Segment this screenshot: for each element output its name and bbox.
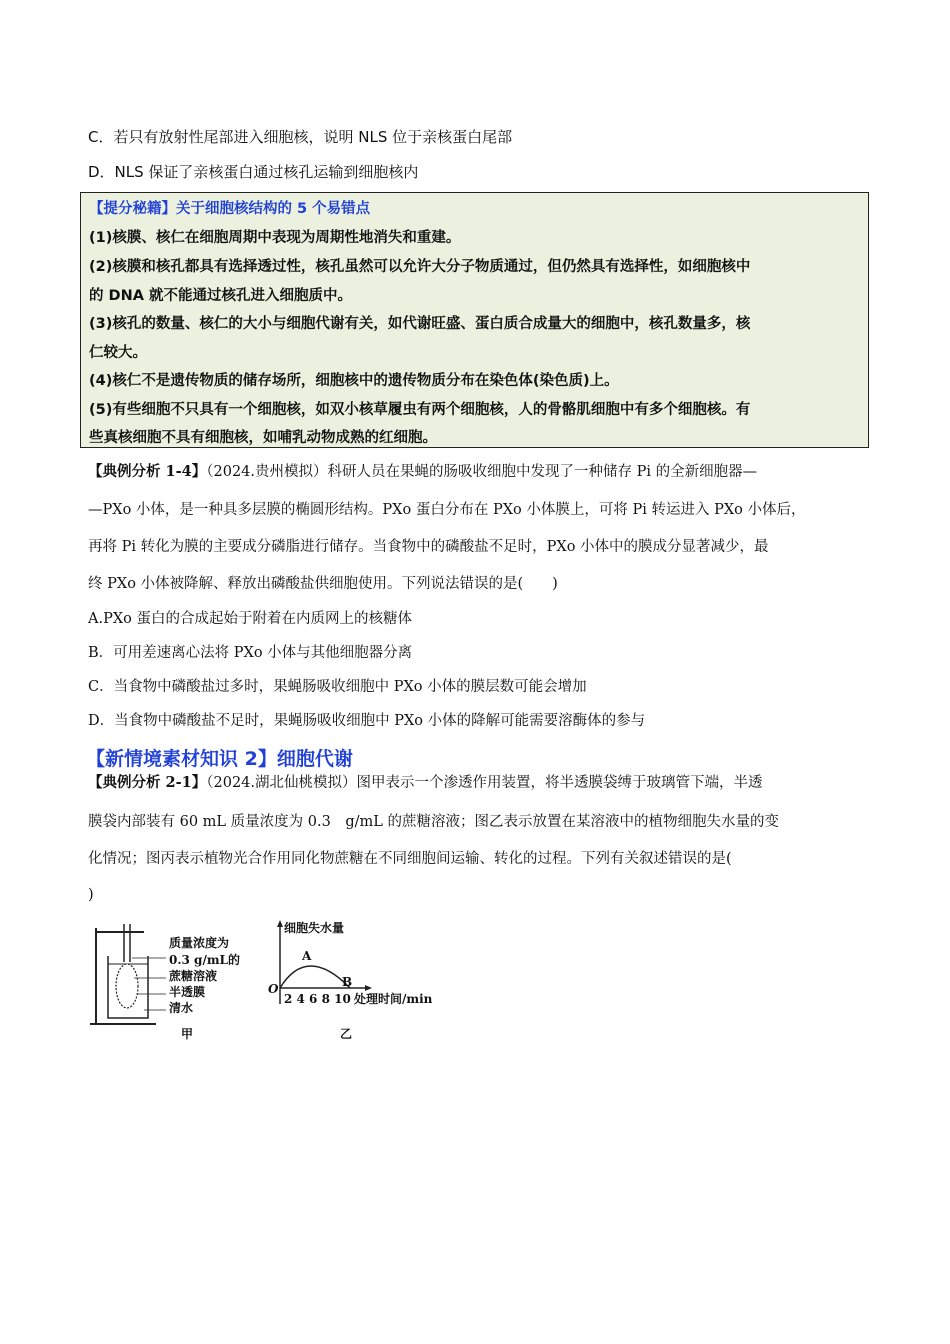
example-1-4-first-line (88, 462, 757, 482)
option-c: C．当食物中磷酸盐过多时，果蝇肠吸收细胞中 PXo 小体的膜层数可能会增加 (88, 679, 587, 695)
example-tag: 【典例分析 2-1】 (88, 774, 207, 791)
option-a: A.PXo 蛋白的合成起始于附着在内质网上的核糖体 (88, 611, 412, 627)
yi-x-axis-label: 处理时间/min (354, 992, 433, 1006)
tip-line: (1)核膜、核仁在细胞周期中表现为周期性地消失和重建。 (89, 230, 461, 246)
tip-line: (3)核孔的数量、核仁的大小与细胞代谢有关，如代谢旺盛、蛋白质合成量大的细胞中，核孔数量多，核 (89, 316, 751, 332)
example-2-1-first-line (88, 773, 763, 793)
example-line: 再将 Pi 转化为膜的主要成分磷脂进行储存。当食物中的磷酸盐不足时，PXo 小体中的膜成分显著减少，最 (88, 539, 769, 555)
example-line: —PXo 小体，是一种具多层膜的椭圆形结构。PXo 蛋白分布在 PXo 小体膜上，可将 Pi 转运进入 PXo 小体后， (88, 502, 806, 518)
tip-heading (89, 199, 370, 219)
example-line: 膜袋内部装有 60 mL 质量浓度为 0.3 g/mL 的蔗糖溶液；图乙表示放置在某溶液中的植物细胞失水量的变 (88, 814, 779, 830)
yi-ticks: 2 4 6 8 10 (284, 992, 351, 1006)
tip-line: 些真核细胞不具有细胞核，如哺乳动物成熟的红细胞。 (89, 430, 437, 446)
example-line: ) (88, 887, 94, 903)
yi-caption: 乙 (340, 1027, 353, 1041)
jia-caption: 甲 (181, 1027, 194, 1041)
option-d: D．当食物中磷酸盐不足时，果蝇肠吸收细胞中 PXo 小体的降解可能需要溶酶体的参与 (88, 713, 646, 729)
tip-line: (2)核膜和核孔都具有选择透过性，核孔虽然可以允许大分子物质通过，但仍然具有选择性，如细胞核中 (89, 259, 751, 275)
jia-label-water: 清水 (169, 1001, 194, 1015)
tip-line: (5)有些细胞不只具有一个细胞核，如双小核草履虫有两个细胞核，人的骨骼肌细胞中有多个细胞核。有 (89, 402, 751, 418)
yi-y-axis-label: 细胞失水量 (284, 921, 345, 935)
jia-label-sucrose: 蔗糖溶液 (169, 969, 218, 983)
tip-box (80, 192, 869, 448)
tip-line: 仁较大。 (89, 345, 147, 361)
jia-label-concentration: 质量浓度为 (169, 936, 230, 950)
tip-line: 的 DNA 就不能通过核孔进入细胞质中。 (89, 288, 352, 304)
figure-jia-osmosis-apparatus (86, 918, 256, 1046)
jia-label-value: 0.3 g/mL的 (169, 953, 240, 967)
tip-line: (4)核仁不是遗传物质的储存场所，细胞核中的遗传物质分布在染色体(染色质)上。 (89, 373, 619, 389)
tip-bracket: 【提分秘籍】 (89, 201, 176, 217)
option-c-top: C．若只有放射性尾部进入细胞核，说明 NLS 位于亲核蛋白尾部 (88, 128, 513, 146)
option-b: B．可用差速离心法将 PXo 小体与其他细胞器分离 (88, 645, 413, 661)
example-tag: 【典例分析 1-4】 (88, 463, 207, 480)
yi-origin: O (268, 982, 279, 996)
example-text: （2024.贵州模拟）科研人员在果蝇的肠吸收细胞中发现了一种储存 Pi 的全新细胞器— (206, 464, 758, 480)
yi-point-a: A (302, 949, 312, 963)
section-title: 【新情境素材知识 2】细胞代谢 (86, 748, 353, 770)
example-line: 终 PXo 小体被降解、释放出磷酸盐供细胞使用。下列说法错误的是( ) (88, 576, 558, 592)
option-d-top: D．NLS 保证了亲核蛋白通过核孔运输到细胞核内 (88, 163, 419, 181)
yi-point-b: B (342, 975, 353, 989)
figure-yi-water-loss-graph (262, 916, 452, 1048)
example-text: （2024.湖北仙桃模拟）图甲表示一个渗透作用装置，将半透膜袋缚于玻璃管下端，半透 (206, 775, 763, 791)
jia-label-membrane: 半透膜 (169, 985, 206, 999)
example-line: 化情况；图丙表示植物光合作用同化物蔗糖在不同细胞间运输、转化的过程。下列有关叙述错误的是( (88, 851, 732, 867)
tip-title: 关于细胞核结构的 5 个易错点 (176, 201, 371, 217)
